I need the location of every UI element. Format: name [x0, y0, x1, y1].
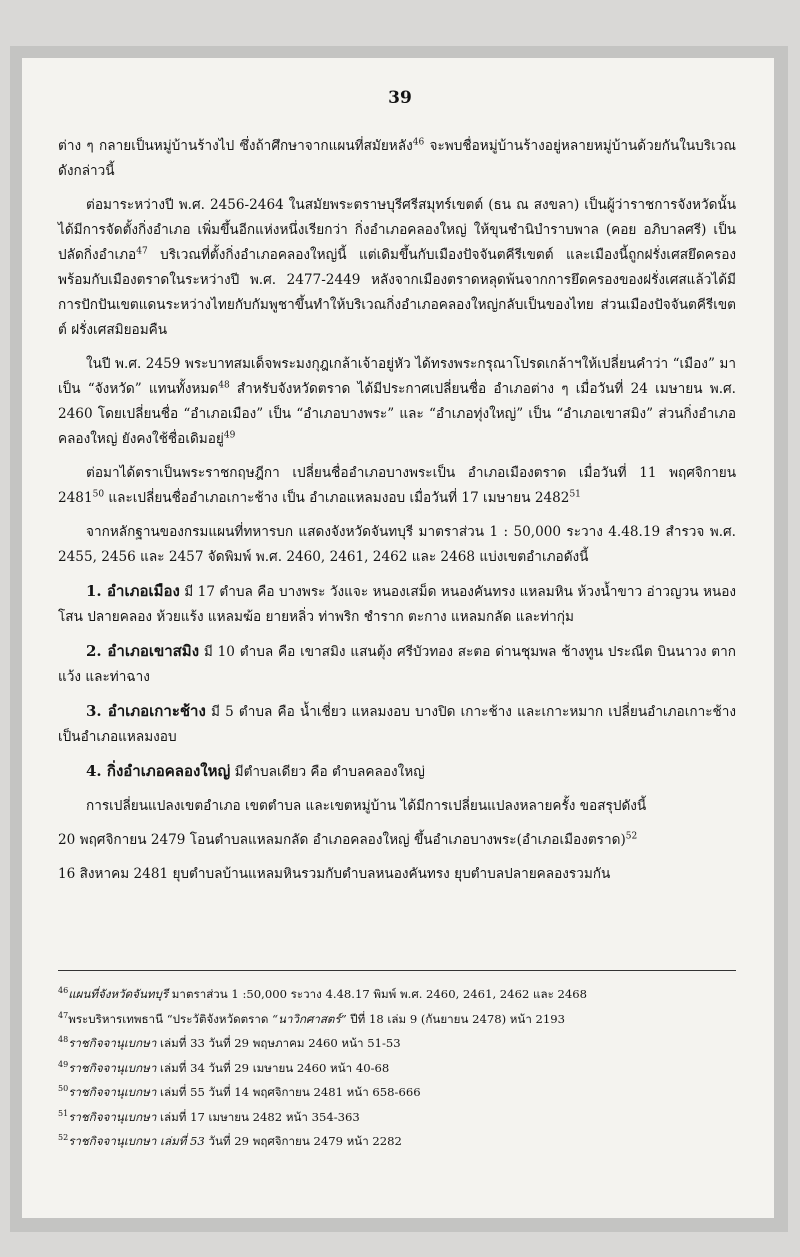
- text-run: มี 10 ตำบล คือ เขาสมิง แสนตุ้ง ศรีบัวทอง สะตอ ด่านชุมพล ช้างทูน ประณีต บินนาวง ตากแว้ง และท่าฉาง: [58, 644, 736, 685]
- footnote-ref: 52: [625, 831, 638, 842]
- footnote-52: [58, 1129, 736, 1154]
- text-run: ต่อมาระหว่างปี พ.ศ. 2456-2464 ในสมัยพระตราษบุรีศรีสมุทร์เขตต์ (ธน ณ สงขลา) เป็นผู้ว่าราชการจังหวัดนั้น ได้มีการจัดตั้งกิ่งอำเภอ เพิ่มขึ้นอีกแห่งหนึ่งเรียกว่า กิ่งอำเภอคลองใหญ่ ให้ขุนชำนิบำราบพาล (คอย อภิบาลศรี) เป็นปลัดกิ่งอำเภอ: [58, 197, 736, 263]
- source-title: ราชกิจจานุเบกษา: [68, 1109, 157, 1124]
- text-run: เล่มที่ 34 วันที่ 29 เมษายน 2460 หน้า 40-68: [156, 1060, 390, 1075]
- item-heading: 4. กิ่งอำเภอคลองใหญ่: [86, 762, 231, 780]
- footnote-ref: 48: [218, 380, 230, 391]
- source-title: ราชกิจจานุเบกษา: [68, 1060, 157, 1075]
- text-run: 16 สิงหาคม 2481 ยุบตำบลบ้านแหลมหินรวมกับตำบลหนองคันทรง ยุบตำบลปลายคลองรวมกัน: [58, 866, 611, 882]
- footnote-49: [58, 1056, 736, 1081]
- paragraph-p7: [58, 639, 736, 690]
- footnote-number: 46: [58, 986, 69, 996]
- paragraph-p8: [58, 699, 736, 750]
- footnote-number: 50: [58, 1084, 69, 1094]
- item-heading: 1. อำเภอเมือง: [86, 582, 180, 600]
- footnote-51: [58, 1105, 736, 1130]
- text-run: มาตราส่วน 1 :50,000 ระวาง 4.48.17 พิมพ์ พ.ศ. 2460, 2461, 2462 และ 2468: [168, 987, 587, 1001]
- text-run: จากหลักฐานของกรมแผนที่ทหารบก แสดงจังหวัดจันทบุรี มาตราส่วน 1 : 50,000 ระวาง 4.48.19 สำรวจ พ.ศ. 2455, 2456 และ 2457 จัดพิมพ์ พ.ศ. 2460, 2461, 2462 และ 2468 แบ่งเขตอำเภอดังนี้: [58, 524, 736, 565]
- text-run: มีตำบลเดียว คือ ตำบลคลองใหญ่: [230, 764, 425, 780]
- item-heading: 2. อำเภอเขาสมิง: [86, 642, 200, 660]
- footnotes: [58, 982, 736, 1154]
- footnote-divider: [58, 970, 736, 971]
- text-run: ต่าง ๆ กลายเป็นหมู่บ้านร้างไป ซึ่งถ้าศึกษาจากแผนที่สมัยหลัง: [58, 138, 413, 154]
- footnote-46: [58, 982, 736, 1007]
- item-heading: 3. อำเภอเกาะช้าง: [86, 702, 206, 720]
- footnote-number: 49: [58, 1059, 69, 1069]
- footnote-50: [58, 1080, 736, 1105]
- paragraph-p9: [58, 759, 736, 785]
- paragraph-p1: [58, 134, 736, 184]
- text-run: เล่มที่ 55 วันที่ 14 พฤศจิกายน 2481 หน้า 658-666: [156, 1085, 421, 1099]
- footnote-number: 52: [58, 1133, 69, 1143]
- text-run: และเปลี่ยนชื่ออำเภอเกาะช้าง เป็น อำเภอแหลมงอบ เมื่อวันที่ 17 เมษายน 2482: [104, 490, 570, 506]
- text-run: มี 17 ตำบล คือ บางพระ วังแจะ หนองเสม็ด หนองคันทรง แหลมหิน ห้วงน้ำขาว อ่าวญวน หนองโสน ปลายคลอง ห้วยแร้ง แหลมฆ้อ ยายหลิ่ว ท่าพริก ชำราก ตะกาง แหลมกลัด และท่ากุ่ม: [58, 584, 736, 625]
- footnote-number: 48: [58, 1035, 69, 1045]
- paragraph-p5: [58, 520, 736, 570]
- paragraph-p6: [58, 579, 736, 630]
- footnote-ref: 49: [223, 430, 236, 441]
- footnote-ref: 51: [569, 489, 581, 500]
- footnote-number: 51: [58, 1108, 69, 1118]
- text-run: ปีที่ 18 เล่ม 9 (กันยายน 2478) หน้า 2193: [346, 1011, 566, 1026]
- footnote-ref: 46: [412, 137, 425, 148]
- source-title: “นาวิกศาสตร์”: [272, 1011, 347, 1026]
- paragraph-p4: [58, 461, 736, 511]
- body-text: [58, 134, 736, 896]
- paragraph-p3: [58, 352, 736, 452]
- text-run: จะพบชื่อหมู่บ้านร้างอยู่หลายหมู่บ้านด้วยกันในบริเวณดังกล่าวนี้: [58, 138, 736, 179]
- text-run: บริเวณที่ตั้งกิ่งอำเภอคลองใหญ่นี้ แต่เดิมขึ้นกับเมืองปัจจันตคีรีเขตต์ และเมืองนี้ถูกฝรั่งเศสยึดครองพร้อมกับเมืองตราดในระหว่างปี พ.ศ. 2477-2449 หลังจากเมืองตราดหลุดพ้นจากการยึดครองของฝรั่งเศสแล้วได้มีการปักปันเขตแดนระหว่างไทยกับกัมพูชาขึ้นทำให้บริเวณกิ่งอำเภอคลองใหญ่กลับเป็นของไทย ส่วนเมืองปัจจันตคีรีเขตต์ ฝรั่งเศสมิยอมคืน: [58, 247, 736, 338]
- footnote-number: 47: [58, 1010, 69, 1020]
- source-title: แผนที่จังหวัดจันทบุรี: [68, 987, 169, 1001]
- text-run: ต่อมาได้ตราเป็นพระราชกฤษฎีกา เปลี่ยนชื่ออำเภอบางพระเป็น อำเภอเมืองตราด เมื่อวันที่ 11 พฤศจิกายน 2481: [58, 465, 736, 506]
- text-run: เล่มที่ 33 วันที่ 29 พฤษภาคม 2460 หน้า 51-53: [156, 1036, 401, 1050]
- text-run: พระบริหารเทพธานี “ประวัติจังหวัดตราด: [68, 1011, 273, 1026]
- paragraph-p12: [58, 862, 736, 887]
- paragraph-p11: [58, 828, 736, 853]
- paragraph-p10: [58, 794, 736, 819]
- text-run: การเปลี่ยนแปลงเขตอำเภอ เขตตำบล และเขตหมู่บ้าน ได้มีการเปลี่ยนแปลงหลายครั้ง ขอสรุปดังนี้: [86, 798, 647, 814]
- paragraph-p2: [58, 193, 736, 343]
- text-run: สำหรับจังหวัดตราด ได้มีประกาศเปลี่ยนชื่อ อำเภอต่าง ๆ เมื่อวันที่ 24 เมษายน พ.ศ. 2460 โดยเปลี่ยนชื่อ “อำเภอเมือง” เป็น “อำเภอบางพระ” และ “อำเภอทุ่งใหญ่” เป็น “อำเภอเขาสมิง” ส่วนกิ่งอำเภอคลองใหญ่ ยังคงใช้ชื่อเดิมอยู่: [58, 381, 736, 447]
- text-run: เล่มที่ 17 เมษายน 2482 หน้า 354-363: [156, 1109, 360, 1124]
- source-title: ราชกิจจานุเบกษา: [68, 1036, 157, 1050]
- text-run: วันที่ 29 พฤศจิกายน 2479 หน้า 2282: [204, 1134, 402, 1148]
- text-run: มี 5 ตำบล คือ น้ำเชี่ยว แหลมงอบ บางปิด เกาะช้าง และเกาะหมาก เปลี่ยนอำเภอเกาะช้างเป็นอำเภอแหลมงอบ: [58, 704, 737, 745]
- footnote-48: [58, 1031, 736, 1056]
- page-number: 39: [388, 88, 412, 108]
- footnote-ref: 47: [136, 246, 148, 257]
- text-run: 20 พฤศจิกายน 2479 โอนตำบลแหลมกลัด อำเภอคลองใหญ่ ขึ้นอำเภอบางพระ(อำเภอเมืองตราด): [58, 832, 626, 848]
- source-title: ราชกิจจานุเบกษา เล่มที่ 53: [68, 1134, 205, 1148]
- source-title: ราชกิจจานุเบกษา: [68, 1085, 157, 1099]
- footnote-47: [58, 1007, 736, 1032]
- text-run: ในปี พ.ศ. 2459 พระบาทสมเด็จพระมงกุฎเกล้าเจ้าอยู่หัว ได้ทรงพระกรุณาโปรดเกล้าฯให้เปลี่ยนคำว่า “เมือง” มาเป็น “จังหวัด” แทนทั้งหมด: [58, 356, 736, 397]
- footnote-ref: 50: [92, 489, 105, 500]
